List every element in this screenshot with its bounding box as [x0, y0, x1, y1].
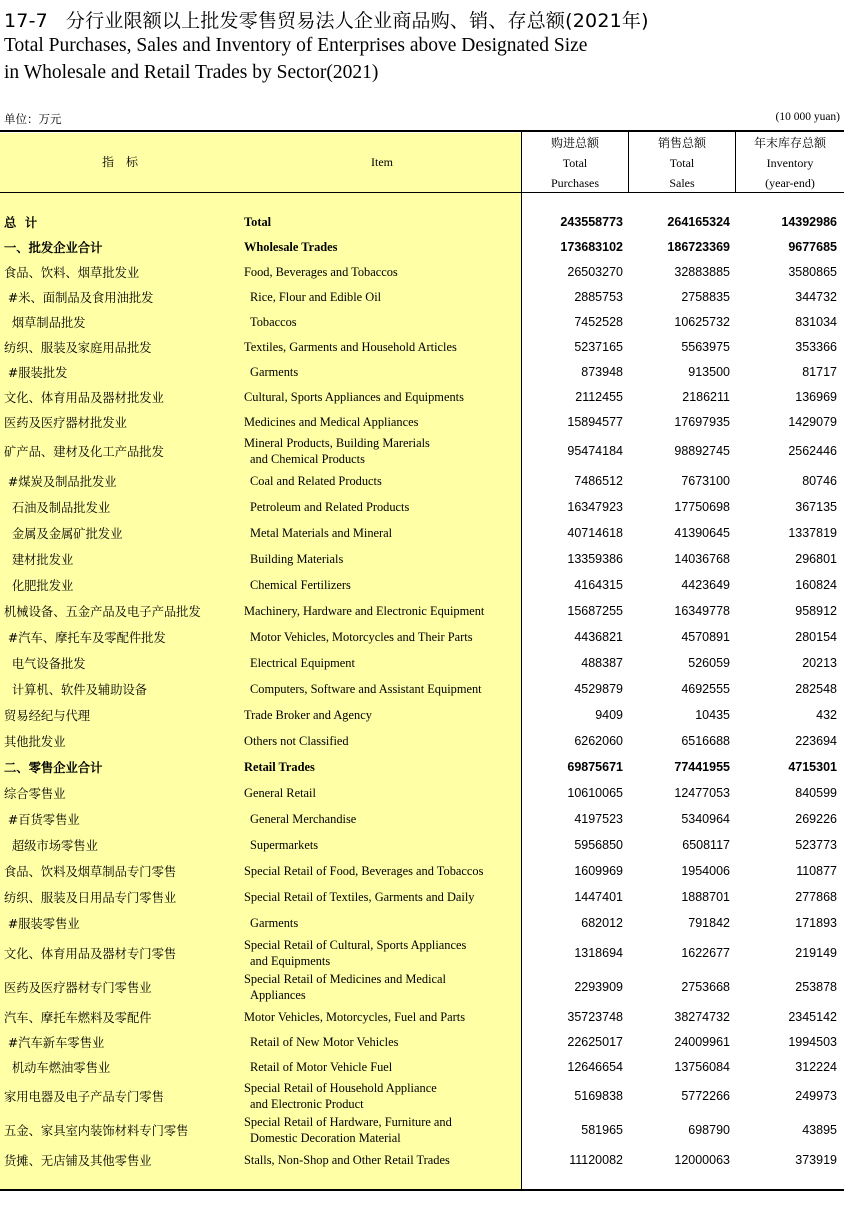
table-row: [0, 702, 844, 728]
row-item-en: [244, 858, 520, 884]
row-total-sales: 2758835: [681, 290, 730, 304]
row-indicator-cn: 机动车燃油零售业: [4, 1061, 111, 1075]
row-inventory: 1994503: [788, 1035, 837, 1049]
row-total-purchases: 16347923: [567, 500, 623, 514]
table-row: [0, 1054, 844, 1080]
row-total-purchases: 35723748: [567, 1010, 623, 1024]
row-item-en-line1: Stalls, Non-Shop and Other Retail Trades: [244, 1152, 450, 1167]
row-item-en: [244, 780, 520, 806]
row-total-sales: 4423649: [681, 578, 730, 592]
row-total-purchases: 682012: [581, 916, 623, 930]
row-item-en: [244, 309, 526, 335]
row-total-sales: 5772266: [681, 1089, 730, 1103]
row-item-en-line1: Tobaccos: [250, 314, 297, 329]
row-indicator-cn: #煤炭及制品批发业: [4, 475, 117, 489]
row-item-en-line1: Electrical Equipment: [250, 655, 355, 670]
table-title-en-line2: in Wholesale and Retail Trades by Sector(2021): [4, 62, 379, 83]
table-row: [0, 309, 844, 335]
row-item-en: [244, 209, 520, 235]
row-total-sales: 186723369: [667, 240, 730, 254]
row-item-en-line1: Metal Materials and Mineral: [250, 525, 393, 540]
table-row: [0, 884, 844, 910]
row-total-sales: 10435: [695, 708, 730, 722]
row-item-en: [244, 359, 526, 385]
row-total-sales: 1622677: [681, 946, 730, 960]
table-row: [0, 334, 844, 360]
row-item-en-line2: and Equipments: [250, 954, 331, 968]
row-indicator-cn: 其他批发业: [4, 735, 66, 749]
table-row: [0, 284, 844, 310]
row-total-sales: 5563975: [681, 340, 730, 354]
row-indicator-cn: 机械设备、五金产品及电子产品批发: [4, 605, 201, 619]
row-total-purchases: 95474184: [567, 444, 623, 458]
row-item-en-line1: Special Retail of Cultural, Sports Appliances: [244, 937, 467, 952]
row-item-en: [244, 234, 520, 260]
row-inventory: 523773: [795, 838, 837, 852]
row-item-en: [244, 409, 520, 435]
row-item-en-line1: Motor Vehicles, Motorcycles and Their Parts: [250, 629, 473, 644]
header-inventory: 年末库存总额 Inventory (year-end): [753, 136, 826, 190]
table-row: [0, 754, 844, 780]
row-inventory: 110877: [796, 864, 837, 878]
table-number: 17-7: [4, 10, 48, 32]
row-item-en: [244, 520, 526, 546]
row-item-en: [244, 1147, 520, 1173]
row-indicator-cn: 医药及医疗器材批发业: [4, 416, 127, 430]
row-total-sales: 1954006: [681, 864, 730, 878]
header-indicator-cn: 指 标: [101, 155, 138, 169]
row-total-sales: 38274732: [674, 1010, 730, 1024]
row-inventory: 282548: [795, 682, 837, 696]
header-total-purchases: 购进总额 Total Purchases: [550, 136, 599, 190]
row-total-purchases: 22625017: [567, 1035, 623, 1049]
row-total-sales: 698790: [688, 1123, 730, 1137]
row-item-en-line1: Chemical Fertilizers: [250, 577, 351, 592]
row-total-sales: 10625732: [674, 315, 730, 329]
row-total-sales: 32883885: [674, 265, 730, 279]
table-row: [0, 1147, 844, 1173]
row-total-sales: 17750698: [674, 500, 730, 514]
row-inventory: 367135: [795, 500, 837, 514]
row-item-en-line1: Total: [244, 214, 272, 229]
row-inventory: 80746: [802, 474, 837, 488]
row-item-en: [244, 384, 520, 410]
row-total-purchases: 69875671: [567, 760, 623, 774]
row-total-sales: 13756084: [674, 1060, 730, 1074]
row-total-purchases: 581965: [581, 1123, 623, 1137]
row-total-sales: 4570891: [681, 630, 730, 644]
table-row: [0, 970, 844, 1004]
row-item-en: [244, 806, 526, 832]
table-row: [0, 624, 844, 650]
table-row: [0, 936, 844, 970]
row-total-purchases: 4436821: [574, 630, 623, 644]
table-title-en-line1: Total Purchases, Sales and Inventory of Enterprises above Designated Size: [4, 35, 588, 56]
row-indicator-cn: #汽车新车零售业: [4, 1036, 105, 1050]
row-item-en: [244, 702, 520, 728]
row-indicator-cn: 烟草制品批发: [4, 316, 86, 330]
table-row: [0, 494, 844, 520]
row-item-en: [244, 259, 520, 285]
row-indicator-cn: 纺织、服装及日用品专门零售业: [4, 891, 177, 905]
row-indicator-cn: 文化、体育用品及器材批发业: [4, 391, 164, 405]
unit-label-en: (10 000 yuan): [775, 111, 840, 123]
row-indicator-cn: 金属及金属矿批发业: [4, 527, 123, 541]
unit-label-cn: 单位：万元: [4, 112, 62, 126]
row-indicator-cn: 一、批发企业合计: [4, 241, 103, 255]
row-indicator-cn: 建材批发业: [4, 553, 74, 567]
table-row: [0, 234, 844, 260]
row-inventory: 3580865: [788, 265, 837, 279]
row-total-sales: 12477053: [674, 786, 730, 800]
row-total-sales: 2186211: [682, 390, 730, 404]
row-total-sales: 24009961: [674, 1035, 730, 1049]
row-item-en: [244, 572, 526, 598]
row-item-en-line1: Textiles, Garments and Household Articles: [244, 339, 457, 354]
row-total-purchases: 7486512: [574, 474, 623, 488]
row-inventory: 840599: [795, 786, 837, 800]
row-total-purchases: 5956850: [574, 838, 623, 852]
row-item-en-line1: Retail of New Motor Vehicles: [250, 1034, 399, 1049]
table-row: [0, 832, 844, 858]
row-inventory: 831034: [795, 315, 837, 329]
table-bottom-rule: [0, 1189, 844, 1191]
row-total-purchases: 10610065: [567, 786, 623, 800]
row-total-purchases: 173683102: [560, 240, 623, 254]
row-item-en: [244, 468, 526, 494]
table-top-rule: [0, 130, 844, 132]
row-item-en-line2: Appliances: [250, 988, 306, 1002]
table-row: [0, 780, 844, 806]
row-indicator-cn: #米、面制品及食用油批发: [4, 291, 154, 305]
table-row: [0, 910, 844, 936]
table-row: [0, 1029, 844, 1055]
row-total-purchases: 2885753: [574, 290, 623, 304]
row-indicator-cn: 计算机、软件及辅助设备: [4, 683, 148, 697]
row-total-purchases: 12646654: [567, 1060, 623, 1074]
row-total-purchases: 2293909: [574, 980, 623, 994]
row-item-en-line1: Special Retail of Medicines and Medical: [244, 971, 446, 986]
row-total-sales: 41390645: [674, 526, 730, 540]
row-item-en-line1: Special Retail of Food, Beverages and Tobaccos: [244, 863, 484, 878]
row-item-en-line1: Special Retail of Hardware, Furniture and: [244, 1114, 452, 1129]
row-item-en: [244, 910, 526, 936]
row-indicator-cn: 超级市场零售业: [4, 839, 98, 853]
row-total-sales: 264165324: [667, 215, 730, 229]
row-indicator-cn: #汽车、摩托车及零配件批发: [4, 631, 166, 645]
row-item-en-line1: Retail of Motor Vehicle Fuel: [250, 1059, 393, 1074]
row-inventory: 223694: [795, 734, 837, 748]
table-title-cn: [4, 6, 649, 33]
row-item-en-line1: Garments: [250, 915, 299, 930]
row-total-sales: 4692555: [681, 682, 730, 696]
row-item-en: [244, 598, 520, 624]
row-item-en-line1: Motor Vehicles, Motorcycles, Fuel and Parts: [244, 1009, 466, 1024]
table-row: [0, 209, 844, 235]
header-total-sales: 销售总额 Total Sales: [657, 136, 706, 190]
table-row: [0, 1004, 844, 1030]
row-item-en-line1: Rice, Flour and Edible Oil: [250, 289, 382, 304]
row-total-purchases: 4529879: [574, 682, 623, 696]
table-row: [0, 384, 844, 410]
row-indicator-cn: 货摊、无店铺及其他零售业: [4, 1154, 152, 1168]
row-item-en-line2: and Chemical Products: [250, 452, 365, 466]
row-total-purchases: 4197523: [574, 812, 623, 826]
row-item-en-line1: Supermarkets: [250, 837, 319, 852]
row-item-en-line1: Cultural, Sports Appliances and Equipments: [244, 389, 464, 404]
row-inventory: 20213: [802, 656, 837, 670]
row-item-en: [244, 832, 526, 858]
row-inventory: 2345142: [788, 1010, 837, 1024]
row-item-en: [244, 728, 520, 754]
row-total-sales: 7673100: [681, 474, 730, 488]
table-row: [0, 728, 844, 754]
header-item-en: Item: [371, 155, 393, 169]
row-total-sales: 1888701: [681, 890, 730, 904]
row-total-sales: 14036768: [674, 552, 730, 566]
row-indicator-cn: 食品、饮料、烟草批发业: [4, 266, 140, 280]
row-item-en-line1: Building Materials: [250, 551, 344, 566]
table-title-cn-text: 分行业限额以上批发零售贸易法人企业商品购、销、存总额(2021年): [65, 10, 649, 32]
row-inventory: 432: [816, 708, 837, 722]
row-inventory: 219149: [795, 946, 837, 960]
row-item-en: [244, 494, 526, 520]
row-item-en-line1: Others not Classified: [244, 733, 349, 748]
row-item-en-line2: Domestic Decoration Material: [250, 1131, 401, 1145]
row-indicator-cn: 矿产品、建材及化工产品批发: [4, 445, 164, 459]
row-total-purchases: 9409: [595, 708, 623, 722]
row-indicator-cn: #服装零售业: [4, 917, 80, 931]
row-total-purchases: 13359386: [567, 552, 623, 566]
row-total-purchases: 488387: [581, 656, 623, 670]
row-item-en-line1: Machinery, Hardware and Electronic Equipment: [244, 603, 485, 618]
row-item-en-line2: and Electronic Product: [250, 1097, 364, 1111]
row-inventory: 171893: [795, 916, 837, 930]
table-row: [0, 1113, 844, 1147]
row-item-en-line1: Medicines and Medical Appliances: [244, 414, 419, 429]
row-indicator-cn: #服装批发: [4, 366, 68, 380]
row-item-en-line1: Trade Broker and Agency: [244, 707, 372, 722]
row-item-en-line1: Wholesale Trades: [244, 239, 338, 254]
table-row: [0, 650, 844, 676]
row-indicator-cn: 文化、体育用品及器材专门零售: [4, 947, 177, 961]
row-item-en-line1: Retail Trades: [244, 759, 315, 774]
row-item-en: [244, 546, 526, 572]
row-total-purchases: 1447401: [574, 890, 623, 904]
row-total-sales: 98892745: [674, 444, 730, 458]
row-indicator-cn: 家用电器及电子产品专门零售: [4, 1090, 164, 1104]
row-indicator-cn: 电气设备批发: [4, 657, 86, 671]
row-total-sales: 5340964: [681, 812, 730, 826]
table-row: [0, 409, 844, 435]
table-row: [0, 858, 844, 884]
row-total-purchases: 1318694: [574, 946, 623, 960]
row-inventory: 1429079: [788, 415, 837, 429]
row-inventory: 344732: [795, 290, 837, 304]
row-indicator-cn: 二、零售企业合计: [4, 761, 103, 775]
row-indicator-cn: 五金、家具室内装饰材料专门零售: [4, 1124, 189, 1138]
row-total-purchases: 15894577: [567, 415, 623, 429]
row-inventory: 277868: [795, 890, 837, 904]
row-total-purchases: 6262060: [574, 734, 623, 748]
row-indicator-cn: 医药及医疗器材专门零售业: [4, 981, 152, 995]
row-item-en-line1: Food, Beverages and Tobaccos: [244, 264, 398, 279]
row-item-en: [244, 1054, 526, 1080]
row-inventory: 9677685: [788, 240, 837, 254]
row-indicator-cn: 食品、饮料及烟草制品专门零售: [4, 865, 177, 879]
row-indicator-cn: 石油及制品批发业: [4, 501, 111, 515]
row-item-en: [244, 936, 520, 970]
row-inventory: 353366: [795, 340, 837, 354]
row-total-purchases: 873948: [581, 365, 623, 379]
row-item-en: [244, 884, 520, 910]
table-row: [0, 546, 844, 572]
table-row: [0, 676, 844, 702]
row-inventory: 280154: [795, 630, 837, 644]
row-indicator-cn: 纺织、服装及家庭用品批发: [4, 341, 152, 355]
row-inventory: 136969: [795, 390, 837, 404]
row-item-en-line1: Coal and Related Products: [250, 473, 382, 488]
row-inventory: 43895: [802, 1123, 837, 1137]
row-total-sales: 791842: [688, 916, 730, 930]
row-inventory: 958912: [795, 604, 837, 618]
table-row: [0, 520, 844, 546]
row-item-en: [244, 1079, 520, 1113]
row-indicator-cn: 综合零售业: [4, 787, 66, 801]
row-item-en: [244, 1113, 520, 1147]
row-item-en-line1: General Merchandise: [250, 811, 357, 826]
row-item-en: [244, 284, 526, 310]
row-indicator-cn: 贸易经纪与代理: [4, 709, 91, 723]
row-item-en: [244, 1029, 526, 1055]
row-item-en-line1: Petroleum and Related Products: [250, 499, 410, 514]
row-total-sales: 77441955: [674, 760, 730, 774]
row-indicator-cn: 汽车、摩托车燃料及零配件: [4, 1011, 152, 1025]
row-inventory: 249973: [795, 1089, 837, 1103]
row-inventory: 269226: [795, 812, 837, 826]
row-total-purchases: 243558773: [560, 215, 623, 229]
row-total-purchases: 5169838: [574, 1089, 623, 1103]
row-total-sales: 913500: [688, 365, 730, 379]
row-inventory: 81717: [802, 365, 837, 379]
row-total-purchases: 15687255: [567, 604, 623, 618]
row-item-en-line1: Special Retail of Household Appliance: [244, 1080, 437, 1095]
row-item-en-line1: Mineral Products, Building Marerials: [244, 435, 430, 450]
row-inventory: 1337819: [788, 526, 837, 540]
row-total-sales: 2753668: [681, 980, 730, 994]
row-total-purchases: 7452528: [574, 315, 623, 329]
row-total-purchases: 4164315: [574, 578, 623, 592]
row-inventory: 253878: [795, 980, 837, 994]
row-total-purchases: 1609969: [574, 864, 623, 878]
table-row: [0, 434, 844, 468]
table-row: [0, 572, 844, 598]
row-total-sales: 6516688: [681, 734, 730, 748]
row-item-en: [244, 1004, 520, 1030]
row-inventory: 14392986: [781, 215, 837, 229]
row-total-purchases: 5237165: [574, 340, 623, 354]
row-item-en-line1: General Retail: [244, 785, 316, 800]
row-total-purchases: 26503270: [567, 265, 623, 279]
row-total-sales: 526059: [688, 656, 730, 670]
row-item-en: [244, 754, 520, 780]
row-inventory: 160824: [795, 578, 837, 592]
row-indicator-cn: 化肥批发业: [4, 579, 74, 593]
table-row: [0, 598, 844, 624]
row-total-sales: 12000063: [674, 1153, 730, 1167]
row-inventory: 312224: [795, 1060, 837, 1074]
table-row: [0, 259, 844, 285]
table-row: [0, 468, 844, 494]
row-indicator-cn: #百货零售业: [4, 813, 80, 827]
table-row: [0, 359, 844, 385]
table-row: [0, 806, 844, 832]
row-item-en: [244, 970, 520, 1004]
table-row: [0, 1079, 844, 1113]
row-inventory: 4715301: [788, 760, 837, 774]
row-inventory: 2562446: [788, 444, 837, 458]
row-item-en: [244, 676, 526, 702]
row-total-purchases: 40714618: [567, 526, 623, 540]
row-item-en: [244, 434, 520, 468]
row-total-sales: 17697935: [674, 415, 730, 429]
row-total-sales: 16349778: [674, 604, 730, 618]
row-item-en-line1: Special Retail of Textiles, Garments and Daily: [244, 889, 475, 904]
row-total-sales: 6508117: [682, 838, 730, 852]
row-item-en: [244, 334, 520, 360]
row-item-en-line1: Computers, Software and Assistant Equipment: [250, 681, 482, 696]
row-item-en-line1: Garments: [250, 364, 299, 379]
row-inventory: 296801: [795, 552, 837, 566]
row-item-en: [244, 624, 526, 650]
row-item-en: [244, 650, 526, 676]
row-total-purchases: 2112455: [575, 390, 623, 404]
row-indicator-cn: 总 计: [4, 216, 38, 230]
row-inventory: 373919: [795, 1153, 837, 1167]
row-total-purchases: 11120082: [569, 1153, 623, 1167]
